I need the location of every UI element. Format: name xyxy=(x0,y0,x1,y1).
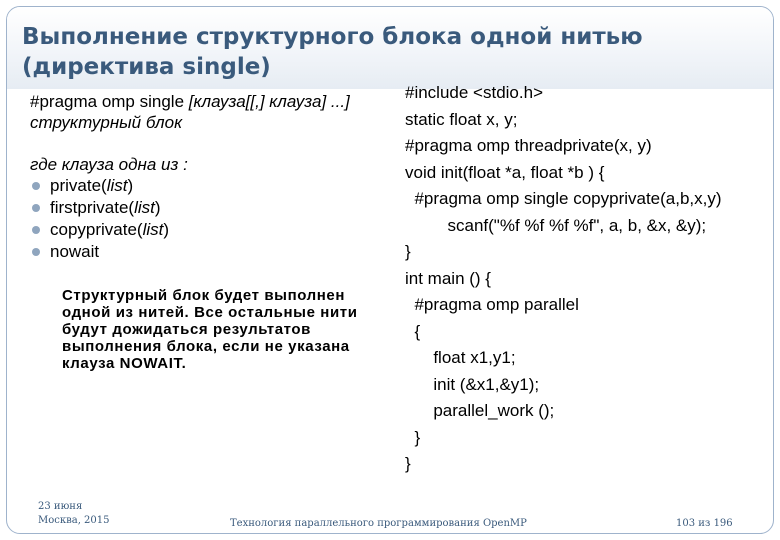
code-line: static float x, y; xyxy=(405,109,518,129)
footer-city-line: Москва, 2015 xyxy=(38,515,110,526)
bullet-icon xyxy=(32,204,40,212)
footer-date-line: 23 июня xyxy=(38,501,83,512)
bullet-icon xyxy=(32,226,40,234)
code-line: { xyxy=(405,321,421,341)
pragma-syntax-line xyxy=(30,91,405,112)
footer-page-number: 103 из 196 xyxy=(676,518,733,529)
code-line: } xyxy=(405,242,411,261)
clause-list xyxy=(30,175,405,263)
code-line: #pragma omp parallel xyxy=(405,295,579,314)
clause-item-private: private(list) xyxy=(30,175,405,197)
clause-item-firstprivate: firstprivate(list) xyxy=(30,197,405,219)
code-line: } xyxy=(405,454,411,473)
clause-item-copyprivate: copyprivate(list) xyxy=(30,219,405,241)
bullet-icon xyxy=(32,248,40,256)
slide-title: Выполнение структурного блока одной нитью (директива single) xyxy=(22,24,643,80)
code-line: parallel_work (); xyxy=(405,401,555,420)
code-line: #pragma omp single copyprivate(a,b,x,y) xyxy=(405,189,722,208)
where-clause-label: где клауза одна из : xyxy=(30,155,188,174)
description-note: Структурный блок будет выполнен одной из нитей. Все остальные нити будут дожидаться результатов выполнения блока, если не указана клауза NOWAIT. xyxy=(62,287,358,372)
code-line: init (&x1,&y1); xyxy=(405,374,540,394)
code-line: void init(float *a, float *b ) { xyxy=(405,162,605,182)
code-line: scanf("%f %f %f %f", a, b, &x, &y); xyxy=(405,215,707,235)
syntax-section xyxy=(30,91,405,263)
structured-block-label: структурный блок xyxy=(30,113,183,132)
code-line: #pragma omp threadprivate(x, y) xyxy=(405,136,652,155)
pragma-clause: [клауза[[,] клауза] ...] xyxy=(188,92,350,111)
pragma-prefix: #pragma omp single xyxy=(30,92,189,111)
bullet-icon xyxy=(32,182,40,190)
code-line: } xyxy=(405,427,421,447)
footer-date xyxy=(38,500,110,528)
code-line: int main () { xyxy=(405,268,491,288)
code-line: #include <stdio.h> xyxy=(405,83,543,102)
code-line: float x1,y1; xyxy=(405,348,516,367)
code-example xyxy=(405,80,775,478)
footer-course-title: Технология параллельного программирования OpenMP xyxy=(230,518,527,529)
clause-item-nowait: nowait xyxy=(30,241,405,263)
